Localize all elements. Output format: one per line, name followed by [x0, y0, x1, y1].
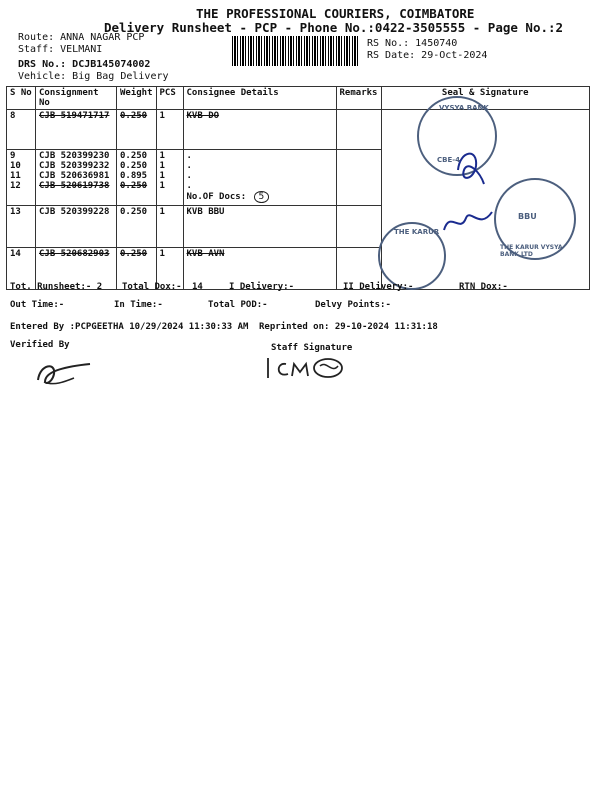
verified-by-signature [34, 356, 94, 390]
route-label: Route: ANNA NAGAR PCP [18, 32, 145, 43]
in-time: In Time:- [114, 300, 163, 310]
pcs: 1 [156, 248, 183, 290]
consignment-no: CJB 520682903 [36, 248, 117, 290]
remarks [336, 110, 381, 150]
entered-by: Entered By :PCPGEETHA 10/29/2024 11:30:33 AM [10, 322, 249, 332]
total-pod: Total POD:- [208, 300, 268, 310]
consignment-no: CJB 519471717 [36, 110, 117, 150]
consignment-no: CJB 520399230 CJB 520399232 CJB 520636981 CJB 520619738 [36, 150, 117, 206]
col-pcs: PCS [156, 87, 183, 110]
signature-scribble-1 [450, 140, 490, 190]
rs-date: RS Date: 29-Oct-2024 [367, 50, 488, 61]
sno: 8 [7, 110, 36, 150]
rs-number: RS No.: 1450740 [367, 38, 458, 49]
staff-signature-label: Staff Signature [271, 343, 353, 353]
company-title: THE PROFESSIONAL COURIERS, COIMBATORE [196, 6, 475, 21]
table-row [7, 110, 590, 150]
weight: 0.250 0.250 0.895 0.250 [117, 150, 157, 206]
consignee: . . . . No.OF Docs: 5 [183, 150, 336, 206]
col-consignment: Consignment No [36, 87, 117, 110]
consignee: KVB AVN [183, 248, 336, 290]
bank-stamp-top: VYSYA BANK CBE-4 [417, 96, 497, 176]
reprinted-on: Reprinted on: 29-10-2024 11:31:18 [259, 322, 438, 332]
vehicle-label: Vehicle: Big Bag Delivery [18, 71, 169, 82]
delvy-points: Delvy Points:- [315, 300, 391, 310]
pcs: 1 1 1 1 [156, 150, 183, 206]
barcode [232, 36, 360, 66]
total-dox-label: Total Dox:- [122, 282, 182, 292]
rtn-dox: RTN Dox:- [459, 282, 508, 292]
table-header-row [7, 87, 590, 110]
staff-signature-image [262, 354, 352, 384]
drs-number: DRS No.: DCJB145074002 [18, 59, 151, 70]
col-remarks: Remarks [336, 87, 381, 110]
out-time: Out Time:- [10, 300, 65, 310]
col-weight: Weight [117, 87, 157, 110]
col-consignee: Consignee Details [183, 87, 336, 110]
pcs: 1 [156, 110, 183, 150]
docs-count-circled: 5 [254, 191, 270, 203]
sno: 9 10 11 12 [7, 150, 36, 206]
consignee: KVB BBU [183, 206, 336, 248]
pcs: 1 [156, 206, 183, 248]
i-delivery: I Delivery:- [229, 282, 295, 292]
verified-by-label: Verified By [10, 340, 70, 350]
runsheet-table [6, 86, 590, 290]
weight: 0.250 [117, 110, 157, 150]
remarks [336, 150, 381, 206]
ii-delivery: II Delivery:- [343, 282, 414, 292]
tot-runsheet: Tot. Runsheet:- 2 [10, 282, 103, 292]
remarks [336, 206, 381, 248]
col-seal: Seal & Signature [381, 87, 589, 110]
weight: 0.250 [117, 248, 157, 290]
consignment-no: CJB 520399228 [36, 206, 117, 248]
sno: 14 [7, 248, 36, 290]
weight: 0.250 [117, 206, 157, 248]
consignee: KVB DO [183, 110, 336, 150]
signature-scribble-2 [440, 200, 500, 240]
total-dox-value: 14 [192, 282, 203, 292]
col-sno: S No [7, 87, 36, 110]
bank-stamp-bottom: THE KARUR [378, 222, 446, 290]
runsheet-subtitle: Delivery Runsheet - PCP - Phone No.:0422-3505555 - Page No.:2 [104, 20, 564, 35]
sno: 13 [7, 206, 36, 248]
staff-label: Staff: VELMANI [18, 44, 103, 55]
bank-stamp-right: BBU THE KARUR VYSYA BANK LTD [494, 178, 576, 260]
